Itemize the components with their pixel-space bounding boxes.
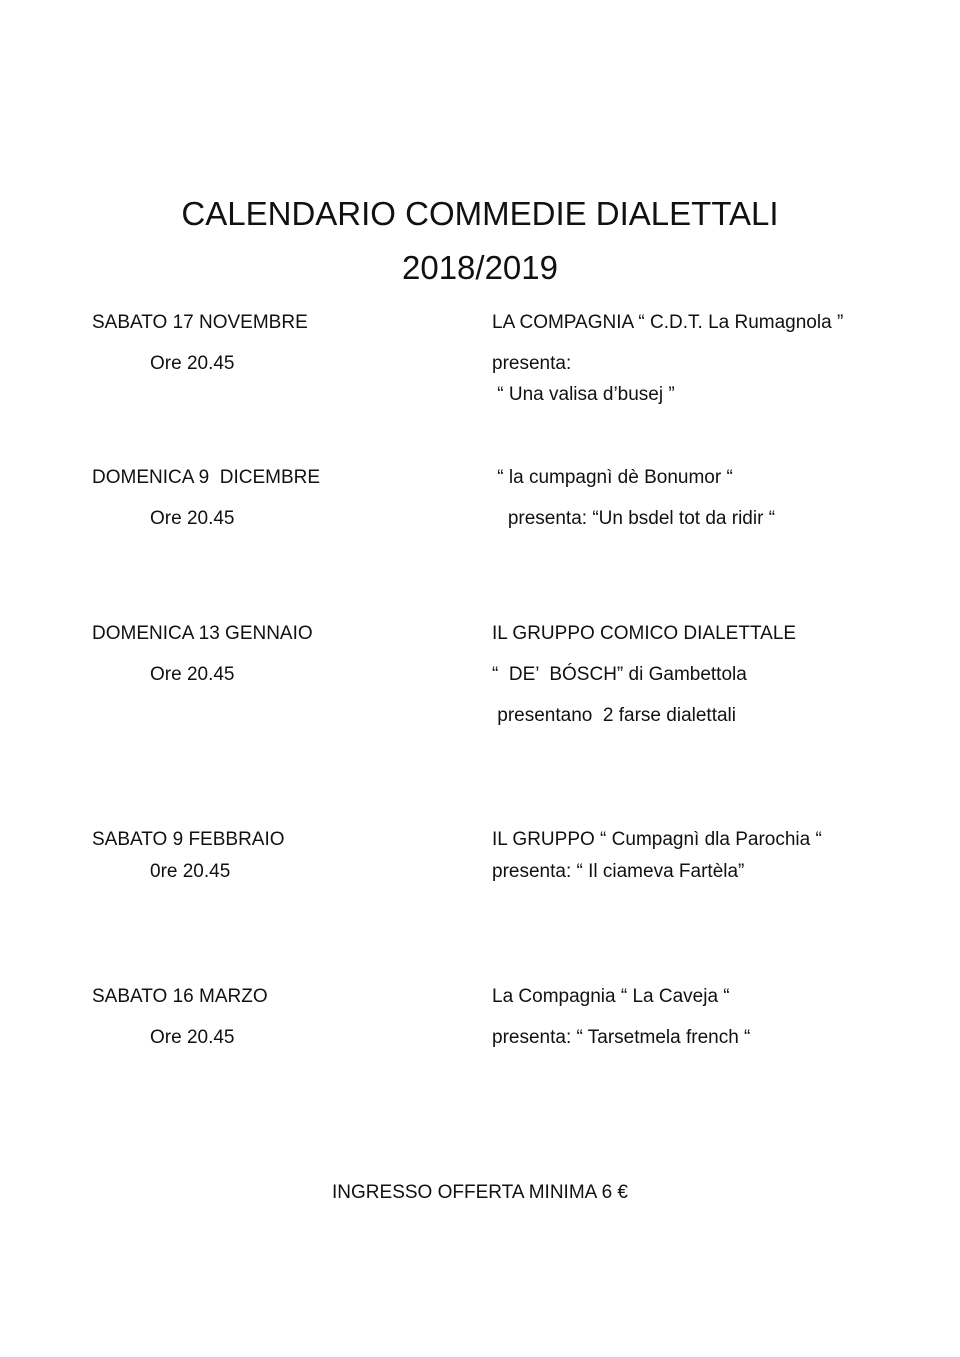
- event-play-title: presentano 2 farse dialettali: [492, 705, 736, 726]
- event-company: La Compagnia “ La Caveja “: [492, 986, 730, 1007]
- page-title: CALENDARIO COMMEDIE DIALETTALI: [181, 195, 779, 232]
- event-company: “ la cumpagnì dè Bonumor “: [492, 467, 733, 488]
- event-time: Ore 20.45: [150, 1027, 235, 1048]
- event-play-title: presenta: “ Tarsetmela french “: [492, 1027, 751, 1048]
- event-company: IL GRUPPO “ Cumpagnì dla Parochia “: [492, 829, 822, 850]
- season-year: 2018/2019: [402, 249, 558, 286]
- event-company: IL GRUPPO COMICO DIALETTALE: [492, 623, 797, 644]
- event-date: SABATO 16 MARZO: [92, 986, 268, 1007]
- event-time: Ore 20.45: [150, 664, 235, 685]
- event-date: DOMENICA 13 GENNAIO: [92, 623, 313, 644]
- event-time: Ore 20.45: [150, 508, 235, 529]
- event-play-title: presenta: “Un bsdel tot da ridir “: [492, 508, 776, 529]
- event-play-title: “ Una valisa d’busej ”: [492, 384, 675, 405]
- event-date: SABATO 9 FEBBRAIO: [92, 829, 285, 850]
- event-company: LA COMPAGNIA “ C.D.T. La Rumagnola ”: [492, 312, 844, 333]
- event-date: DOMENICA 9 DICEMBRE: [92, 467, 321, 488]
- event-company-name: “ DE’ BÓSCH” di Gambettola: [492, 664, 747, 685]
- event-date: SABATO 17 NOVEMBRE: [92, 312, 308, 333]
- event-detail: presenta:: [492, 353, 572, 374]
- event-time: 0re 20.45: [150, 861, 231, 882]
- event-play-title: presenta: “ Il ciameva Fartèla”: [492, 861, 745, 882]
- entry-fee-note: INGRESSO OFFERTA MINIMA 6 €: [332, 1182, 628, 1203]
- event-time: Ore 20.45: [150, 353, 235, 374]
